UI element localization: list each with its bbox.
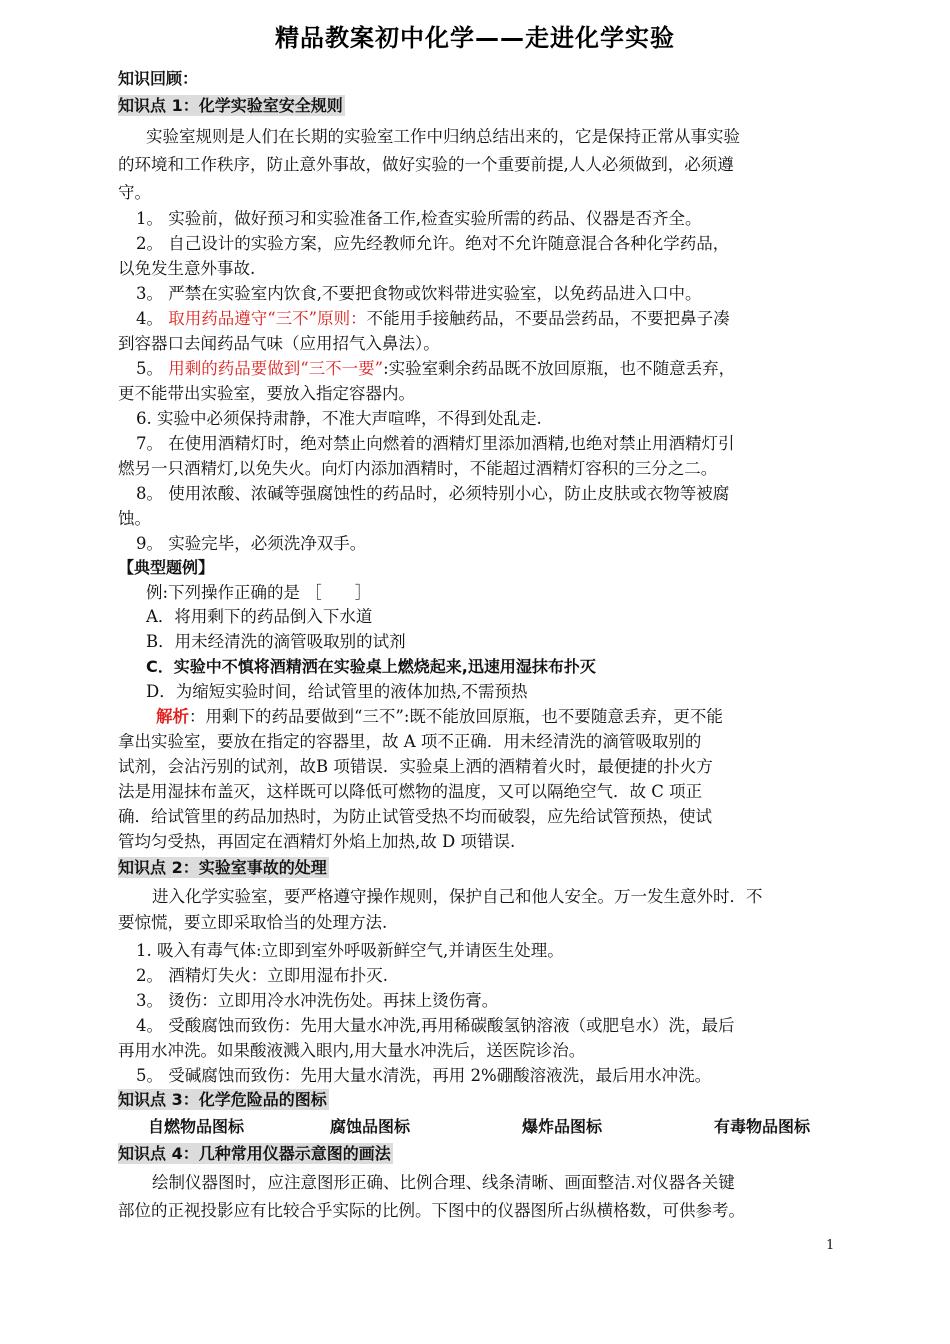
incident-4-line-1: 4。 受酸腐蚀而致伤：先用大量水冲洗,再用稀碳酸氢钠溶液（或肥皂水）洗，最后 <box>136 1016 735 1035</box>
rule-4-text: 不能用手接触药品，不要品尝药品，不要把鼻子凑 <box>366 309 730 328</box>
hazard-symbol-labels <box>148 1114 838 1138</box>
option-c: C．实验中不慎将酒精洒在实验桌上燃烧起来,迅速用湿抹布扑灭 <box>146 657 596 676</box>
kp1-intro-line-2: 的环境和工作秩序，防止意外事故，做好实验的一个重要前提,人人必须做到，必须遵 <box>118 155 734 174</box>
incident-3: 3。 烫伤：立即用冷水冲洗伤处。再抹上烫伤膏。 <box>136 991 499 1010</box>
example-heading: 【典型题例】 <box>118 558 215 577</box>
analysis-line-4: 法是用湿抹布盖灭，这样既可以降低可燃物的温度，又可以隔绝空气．故 C 项正 <box>118 782 703 801</box>
rule-7-line-1: 7。 在使用酒精灯时，绝对禁止向燃着的酒精灯里添加酒精,也绝对禁止用酒精灯引 <box>136 434 735 453</box>
kp4-text-line-2: 部位的正视投影应有比较合乎实际的比例。下图中的仪器图所占纵横格数，可供参考。 <box>118 1201 745 1220</box>
review-heading: 知识回顾： <box>118 69 199 88</box>
kp1-intro-line-3: 守。 <box>118 183 151 202</box>
page-number: 1 <box>826 1238 835 1253</box>
rule-6: 6. 实验中必须保持肃静，不准大声喧哗，不得到处乱走. <box>136 409 542 428</box>
analysis-line-5: 确．给试管里的药品加热时，为防止试管受热不均而破裂，应先给试管预热，使试 <box>118 807 712 826</box>
document-title: 精品教案初中化学——走进化学实验 <box>275 24 675 52</box>
symbol-label-corrosive: 腐蚀品图标 <box>330 1117 411 1136</box>
rule-5-emphasis: 用剩的药品要做到“三不一要” <box>168 359 384 378</box>
rule-4-line-1 <box>118 308 856 330</box>
symbol-label-spontaneous-combustion: 自燃物品图标 <box>148 1117 245 1136</box>
rule-2-line-2: 以免发生意外事故. <box>118 259 256 278</box>
kp4-text-line-1: 绘制仪器图时，应注意图形正确、比例合理、线条清晰、画面整洁.对仪器各关键 <box>152 1173 735 1192</box>
rule-2-line-1: 2。 自己设计的实验方案，应先经教师允许。绝对不允许随意混合各种化学药品， <box>136 234 730 253</box>
rule-3: 3。 严禁在实验室内饮食,不要把食物或饮料带进实验室，以免药品进入口中。 <box>136 284 702 303</box>
rule-1: 1。 实验前，做好预习和实验准备工作,检查实验所需的药品、仪器是否齐全。 <box>136 209 702 228</box>
option-d: D．为缩短实验时间，给试管里的液体加热,不需预热 <box>146 682 528 701</box>
rule-8-line-1: 8。 使用浓酸、浓碱等强腐蚀性的药品时，必须特别小心，防止皮肤或衣物等被腐 <box>136 484 730 503</box>
option-b: B．用未经清洗的滴管吸取别的试剂 <box>146 632 406 651</box>
symbol-label-explosive: 爆炸品图标 <box>522 1117 603 1136</box>
symbol-label-toxic: 有毒物品图标 <box>714 1117 811 1136</box>
rule-5-number: 5。 <box>136 359 169 378</box>
incident-4-line-2: 再用水冲洗。如果酸液溅入眼内,用大量水冲洗后，送医院诊治。 <box>118 1041 586 1060</box>
kp3-heading <box>118 1089 838 1111</box>
kp1-heading <box>118 95 838 117</box>
kp4-heading <box>118 1143 838 1165</box>
kp2-intro-line-2: 要惊慌，要立即采取恰当的处理方法. <box>118 913 388 932</box>
rule-7-line-2: 燃另一只酒精灯,以免失火。向灯内添加酒精时，不能超过酒精灯容积的三分之二。 <box>118 459 718 478</box>
analysis-line-3: 试剂，会沾污别的试剂，故B 项错误．实验桌上洒的酒精着火时，最便捷的扑火方 <box>118 757 713 776</box>
rule-4-emphasis: 取用药品遵守“三不”原则： <box>168 309 367 328</box>
rule-5-text: :实验室剩余药品既不放回原瓶，也不随意丢弃， <box>383 359 736 378</box>
analysis-label: 解析 <box>156 707 189 726</box>
incident-5: 5。 受碱腐蚀而致伤：先用大量水清洗，再用 2%硼酸溶液洗，最后用水冲洗。 <box>136 1066 712 1085</box>
rule-8-line-2: 蚀。 <box>118 509 151 528</box>
rule-4-line-2: 到容器口去闻药品气味（应用招气入鼻法）。 <box>118 334 440 353</box>
rule-4-number: 4。 <box>136 309 169 328</box>
kp2-intro-line-1: 进入化学实验室，要严格遵守操作规则，保护自己和他人安全。万一发生意外时．不 <box>152 887 763 906</box>
rule-5-line-2: 更不能带出实验室，要放入指定容器内。 <box>118 384 415 403</box>
kp2-heading <box>118 857 838 879</box>
rule-9: 9。 实验完毕，必须洗净双手。 <box>136 534 367 553</box>
rule-5-line-1 <box>118 358 856 380</box>
incident-1: 1. 吸入有毒气体:立即到室外呼吸新鲜空气,并请医生处理。 <box>136 941 564 960</box>
analysis-line-2: 拿出实验室，要放在指定的容器里，故 A 项不正确．用未经清洗的滴管吸取别的 <box>118 732 702 751</box>
kp2-heading-text: 知识点 2：实验室事故的处理 <box>118 858 327 877</box>
kp1-heading-text: 知识点 1：化学实验室安全规则 <box>118 96 343 115</box>
option-a: A．将用剩下的药品倒入下水道 <box>146 607 373 626</box>
incident-2: 2。 酒精灯失火：立即用湿布扑灭. <box>136 966 388 985</box>
example-question: 例:下列操作正确的是 ［ ］ <box>146 583 372 602</box>
analysis-line-6: 管均匀受热，再固定在酒精灯外焰上加热,故 D 项错误. <box>118 832 516 851</box>
kp1-intro-line-1: 实验室规则是人们在长期的实验室工作中归纳总结出来的，它是保持正常从事实验 <box>146 127 740 146</box>
kp4-heading-text: 知识点 4：几种常用仪器示意图的画法 <box>118 1144 391 1163</box>
kp3-heading-text: 知识点 3：化学危险品的图标 <box>118 1090 327 1109</box>
analysis-text-1: ：用剩下的药品要做到“三不”:既不能放回原瓶，也不要随意丢弃，更不能 <box>189 707 723 726</box>
analysis-line-1 <box>118 706 876 728</box>
